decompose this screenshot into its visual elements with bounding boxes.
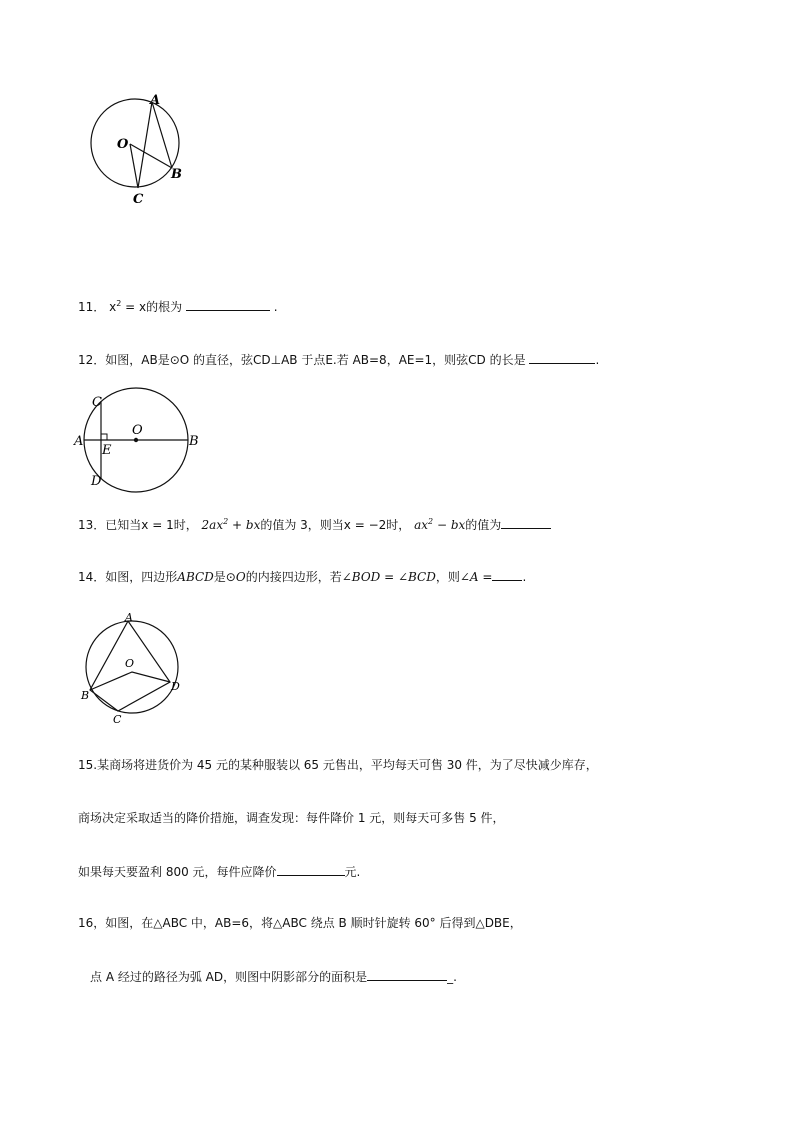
question-12 bbox=[78, 351, 599, 368]
label-e: E bbox=[102, 443, 112, 458]
question-14 bbox=[78, 568, 526, 585]
q13-mid2: 的值为 3，则当 bbox=[260, 518, 344, 532]
q11-text: 的根为 bbox=[146, 300, 183, 314]
figure-circle-diameter-ab bbox=[70, 385, 210, 497]
q14-o: O bbox=[235, 570, 246, 584]
label-a: A bbox=[74, 434, 84, 449]
q12-text: 12．如图，AB是⊙O 的直径，弦CD⊥AB 于点E.若 AB=8，AE=1，则弦CD 的长是 bbox=[78, 353, 530, 367]
q12-end: . bbox=[595, 353, 600, 367]
q11-answer-blank[interactable] bbox=[186, 298, 270, 311]
q14-angle1: ∠BOD = ∠BCD bbox=[341, 570, 436, 584]
label-b: B bbox=[81, 689, 90, 702]
center-o-dot bbox=[134, 438, 138, 442]
right-angle-mark bbox=[101, 434, 107, 440]
q13-cond1: x = 1 bbox=[141, 518, 174, 532]
chord-ac bbox=[138, 102, 152, 188]
q15-answer-blank[interactable] bbox=[277, 863, 345, 876]
segment-oc bbox=[130, 144, 138, 188]
q11-number: 11． bbox=[78, 300, 106, 314]
q13-cond2: x = −2 bbox=[343, 518, 387, 532]
q14-mid1: 是⊙ bbox=[213, 570, 236, 584]
radii-ob-od bbox=[90, 672, 170, 690]
q15-line3-pre: 如果每天要盈利 800 元，每件应降价 bbox=[78, 865, 277, 879]
label-a: A bbox=[125, 611, 133, 624]
label-d: D bbox=[171, 680, 180, 693]
figure-inscribed-quadrilateral bbox=[78, 610, 190, 728]
label-o: O bbox=[125, 657, 135, 670]
q16-line2-post: _. bbox=[447, 970, 457, 984]
q14-quad: ABCD bbox=[177, 570, 214, 584]
label-c: C bbox=[113, 713, 122, 726]
figure-circle-oabc bbox=[80, 88, 192, 208]
label-c: C bbox=[133, 192, 144, 207]
q13-expr2: $ax^2$ − bx bbox=[414, 517, 466, 532]
q13-answer-blank[interactable] bbox=[501, 516, 551, 529]
question-11 bbox=[78, 298, 278, 315]
q12-answer-blank[interactable] bbox=[529, 351, 595, 364]
question-15-line-1: 15.某商场将进货价为 45 元的某种服装以 65 元售出，平均每天可售 30 件，为了尽快减少库存， bbox=[78, 758, 598, 772]
q13-pre: 13．已知当 bbox=[78, 518, 142, 532]
label-a: A bbox=[150, 93, 161, 108]
label-o: O bbox=[132, 423, 143, 438]
question-15-line-2: 商场决定采取适当的降价措施，调查发现：每件降价 1 元，则每天可多售 5 件， bbox=[78, 811, 505, 825]
label-o: O bbox=[117, 137, 129, 152]
q13-post: 的值为 bbox=[465, 518, 502, 532]
q15-line3-post: 元. bbox=[344, 865, 361, 879]
label-d: D bbox=[91, 474, 102, 489]
q14-answer-blank[interactable] bbox=[492, 568, 522, 581]
q14-angle2: ∠A = bbox=[459, 570, 493, 584]
q13-mid3: 时， bbox=[386, 518, 411, 532]
question-13 bbox=[78, 516, 551, 533]
question-15-line-3 bbox=[78, 863, 360, 880]
q14-mid2: 的内接四边形，若 bbox=[245, 570, 342, 584]
label-c: C bbox=[92, 395, 102, 410]
q16-line2-pre: 点 A 经过的路径为弧 AD，则图中阴影部分的面积是 bbox=[90, 970, 368, 984]
q11-equation: $x^2 = x$ bbox=[109, 299, 147, 314]
q14-mid3: ，则 bbox=[435, 570, 460, 584]
label-b: B bbox=[171, 167, 182, 182]
label-b: B bbox=[189, 434, 199, 449]
q16-answer-blank[interactable] bbox=[367, 968, 447, 981]
q14-pre: 14．如图，四边形 bbox=[78, 570, 178, 584]
q11-end: . bbox=[273, 300, 278, 314]
question-16-line-1: 16，如图，在△ABC 中，AB=6，将△ABC 绕点 B 顺时针旋转 60° 后得到△DBE， bbox=[78, 916, 522, 930]
q13-mid1: 时， bbox=[173, 518, 198, 532]
question-16-line-2 bbox=[90, 968, 457, 985]
q14-end: . bbox=[522, 570, 527, 584]
q13-expr1: $2ax^2$ + bx bbox=[201, 517, 261, 532]
